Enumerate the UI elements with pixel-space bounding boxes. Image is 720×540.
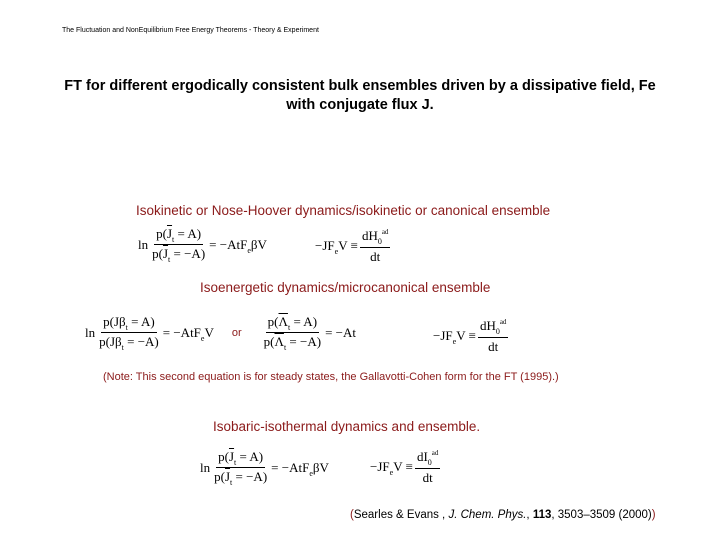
or-label: or xyxy=(231,326,242,339)
citation: (Searles & Evans , J. Chem. Phys., 113, 3503–3509 (2000)) xyxy=(350,509,656,521)
equation-isokinetic-flux: $-JF_eV$ ≡ $\frac{dH_0^{ad}}{dt}$ xyxy=(315,228,389,264)
citation-volume: 113 xyxy=(532,509,552,521)
steady-state-note: (Note: This second equation is for steady states, the Gallavotti-Cohen form for the FT (1995).) xyxy=(103,371,559,383)
equation-isobaric-flux: $-JF_eV$ ≡ $\frac{dI_0^{ad}}{dt}$ xyxy=(370,449,439,485)
citation-close-paren: ) xyxy=(651,509,656,521)
citation-journal: J. Chem. Phys. xyxy=(448,509,527,521)
citation-open-paren: ( xyxy=(350,509,354,521)
equation-isokinetic-ft: ln $\frac{p(\overline{J}_t = A)}{p(\overline{J}_t = -A)}$ = −AtF$_e$βV xyxy=(138,226,267,264)
section-heading-isokinetic: Isokinetic or Nose-Hoover dynamics/isokinetic or canonical ensemble xyxy=(136,203,551,218)
equation-isoenergetic-flux: $-JF_eV$ ≡ $\frac{dH_0^{ad}}{dt}$ xyxy=(433,318,507,354)
section-heading-isoenergetic: Isoenergetic dynamics/microcanonical ensemble xyxy=(200,280,491,295)
slide-title: FT for different ergodically consistent bulk ensembles driven by a dissipative field, Fe with conjugate flux J. xyxy=(64,78,656,113)
citation-pages-year: , 3503–3509 (2000) xyxy=(551,509,652,521)
equation-isoenergetic-ft: ln $\frac{p(J\beta_t = A)}{p(J\beta_t = -A)}$ = −AtF$_e$V or $\frac{p(\overline{\Lambda}_t = A)}{p(\overline{\Lambda}_t = -A)}$ = −At xyxy=(85,314,356,352)
citation-authors: Searles & Evans , xyxy=(353,509,446,521)
slide-header: The Fluctuation and NonEquilibrium Free Energy Theorems - Theory & Experiment xyxy=(62,27,319,34)
section-heading-isobaric: Isobaric-isothermal dynamics and ensemble. xyxy=(213,419,481,434)
equation-isobaric-ft: ln $\frac{p(\overline{J}_t = A)}{p(\overline{J}_t = -A)}$ = −AtF$_e$βV xyxy=(200,449,329,487)
